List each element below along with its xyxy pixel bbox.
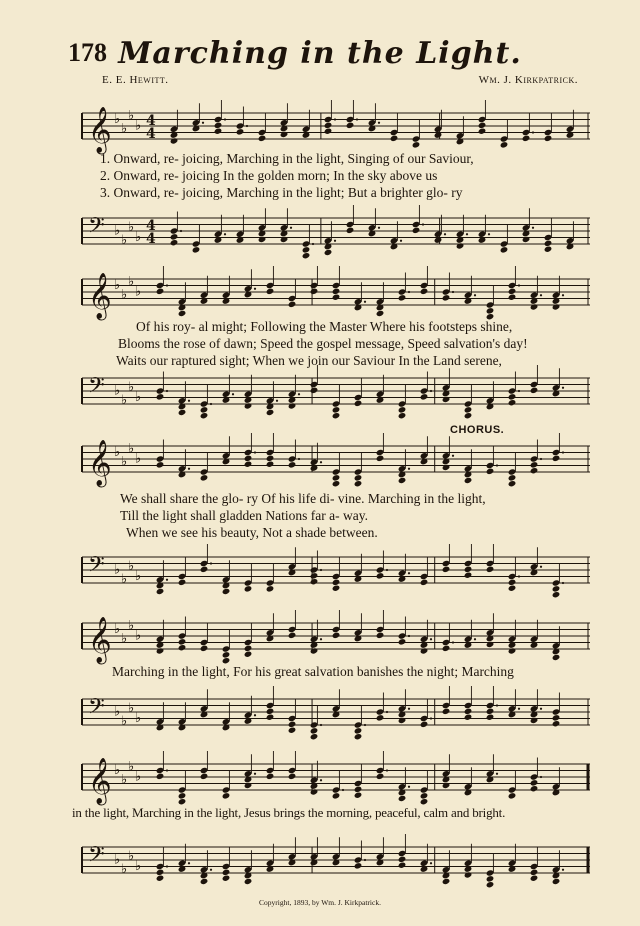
time-signature: 4 bbox=[146, 113, 156, 129]
flat-sign-icon: ♭ bbox=[128, 380, 135, 395]
verse-1-line-3: We shall share the glo- ry Of his life di- vine. Marching in the light, bbox=[120, 491, 486, 506]
flat-sign-icon: ♭ bbox=[121, 631, 128, 647]
staff-lines bbox=[82, 113, 590, 139]
chorus-line-1: Marching in the light, For his great salvation banishes the night; Marching bbox=[112, 664, 514, 679]
bass-staff-3 bbox=[72, 534, 592, 606]
treble-staff-5 bbox=[72, 746, 592, 808]
flat-sign-icon: ♭ bbox=[135, 710, 142, 726]
flat-sign-icon: ♭ bbox=[128, 441, 135, 457]
flat-sign-icon: ♭ bbox=[135, 769, 142, 785]
flat-sign-icon: ♭ bbox=[128, 559, 135, 574]
flat-sign-icon: ♭ bbox=[121, 233, 128, 248]
verse-3-line-1: 3. Onward, re- joicing, Marching in the light; But a brighter glo- ry bbox=[100, 185, 463, 200]
flat-sign-icon: ♭ bbox=[128, 220, 135, 235]
chorus-label: CHORUS. bbox=[450, 424, 505, 436]
flat-sign-icon: ♭ bbox=[135, 229, 142, 245]
note-group bbox=[170, 100, 575, 149]
flat-sign-icon: ♭ bbox=[114, 223, 121, 239]
treble-staff-1 bbox=[72, 96, 592, 156]
flat-sign-icon: ♭ bbox=[114, 444, 121, 460]
time-signature: 4 bbox=[146, 126, 156, 142]
note-group bbox=[156, 751, 561, 805]
note-group bbox=[170, 205, 575, 259]
lyricist-credit: E. E. Hewitt. bbox=[102, 74, 169, 86]
flat-sign-icon: ♭ bbox=[121, 393, 128, 408]
note-group bbox=[156, 610, 561, 664]
composer-credit: Wm. J. Kirkpatrick. bbox=[478, 74, 578, 86]
flat-sign-icon: ♭ bbox=[135, 118, 142, 134]
verse-1-line-1: 1. Onward, re- joicing, Marching in the light, Singing of our Saviour, bbox=[100, 151, 474, 166]
flat-sign-icon: ♭ bbox=[135, 451, 142, 467]
flat-sign-icon: ♭ bbox=[128, 274, 135, 290]
treble-staff-3 bbox=[72, 428, 592, 490]
note-group bbox=[156, 365, 564, 419]
flat-sign-icon: ♭ bbox=[121, 572, 128, 587]
treble-staff-2 bbox=[72, 262, 592, 322]
treble-clef-icon: 𝄞 bbox=[88, 273, 112, 319]
flat-sign-icon: ♭ bbox=[121, 862, 128, 877]
bass-staff-2 bbox=[72, 358, 592, 424]
flat-sign-icon: ♭ bbox=[135, 568, 142, 584]
verse-2-line-2: Blooms the rose of dawn; Speed the gospel message, Speed salvation's day! bbox=[118, 336, 528, 351]
bass-clef-icon: 𝄢 bbox=[88, 694, 105, 725]
note-group bbox=[156, 433, 564, 487]
time-signature: 4 bbox=[146, 231, 156, 247]
flat-sign-icon: ♭ bbox=[114, 383, 121, 399]
note-group bbox=[156, 266, 564, 320]
treble-clef-icon: 𝄞 bbox=[88, 758, 112, 804]
treble-clef-icon: 𝄞 bbox=[88, 107, 112, 153]
chorus-line-2: in the light, Marching in the light, Jesus brings the morning, peaceful, calm and bright. bbox=[72, 805, 506, 820]
flat-sign-icon: ♭ bbox=[128, 618, 135, 634]
note-group bbox=[156, 834, 564, 888]
flat-sign-icon: ♭ bbox=[114, 762, 121, 778]
flat-sign-icon: ♭ bbox=[114, 704, 121, 720]
treble-clef-icon: 𝄞 bbox=[88, 617, 112, 663]
flat-sign-icon: ♭ bbox=[128, 849, 135, 864]
bass-clef-icon: 𝄢 bbox=[88, 373, 105, 404]
flat-sign-icon: ♭ bbox=[121, 714, 128, 729]
flat-sign-icon: ♭ bbox=[114, 621, 121, 637]
page-number: 178 bbox=[68, 38, 107, 67]
flat-sign-icon: ♭ bbox=[114, 562, 121, 578]
bass-clef-icon: 𝄢 bbox=[88, 552, 105, 583]
flat-sign-icon: ♭ bbox=[135, 284, 142, 300]
bass-staff-4 bbox=[72, 676, 592, 748]
bass-staff-5 bbox=[72, 820, 592, 900]
flat-sign-icon: ♭ bbox=[135, 628, 142, 644]
flat-sign-icon: ♭ bbox=[121, 454, 128, 470]
bass-clef-icon: 𝄢 bbox=[88, 842, 105, 873]
verse-3-line-3: When we see his beauty, Not a shade between. bbox=[126, 525, 378, 540]
flat-sign-icon: ♭ bbox=[128, 759, 135, 775]
copyright-notice: Copyright, 1893, by Wm. J. Kirkpatrick. bbox=[259, 898, 381, 907]
flat-sign-icon: ♭ bbox=[121, 287, 128, 303]
treble-staff-4 bbox=[72, 606, 592, 666]
treble-clef-icon: 𝄞 bbox=[88, 440, 112, 486]
hymn-title: Marching in the Light. bbox=[118, 36, 522, 71]
flat-sign-icon: ♭ bbox=[121, 121, 128, 137]
verse-2-line-1: 2. Onward, re- joicing In the golden morn; In the sky above us bbox=[100, 168, 438, 183]
note-group bbox=[156, 686, 561, 740]
flat-sign-icon: ♭ bbox=[135, 858, 142, 874]
note-group bbox=[156, 544, 564, 598]
flat-sign-icon: ♭ bbox=[121, 772, 128, 788]
bass-clef-icon: 𝄢 bbox=[88, 213, 105, 244]
flat-sign-icon: ♭ bbox=[114, 111, 121, 127]
verse-3-line-2: Waits our raptured sight; When we join our Saviour In the Land serene, bbox=[116, 353, 502, 368]
staff-lines bbox=[82, 218, 590, 244]
flat-sign-icon: ♭ bbox=[114, 852, 121, 868]
flat-sign-icon: ♭ bbox=[114, 277, 121, 293]
verse-2-line-3: Till the light shall gladden Nations far a- way. bbox=[120, 508, 368, 523]
time-signature: 4 bbox=[146, 218, 156, 234]
flat-sign-icon: ♭ bbox=[135, 389, 142, 405]
flat-sign-icon: ♭ bbox=[128, 108, 135, 124]
flat-sign-icon: ♭ bbox=[128, 701, 135, 716]
bass-staff-1 bbox=[72, 196, 592, 266]
verse-1-line-2: Of his roy- al might; Following the Master Where his footsteps shine, bbox=[136, 319, 513, 334]
